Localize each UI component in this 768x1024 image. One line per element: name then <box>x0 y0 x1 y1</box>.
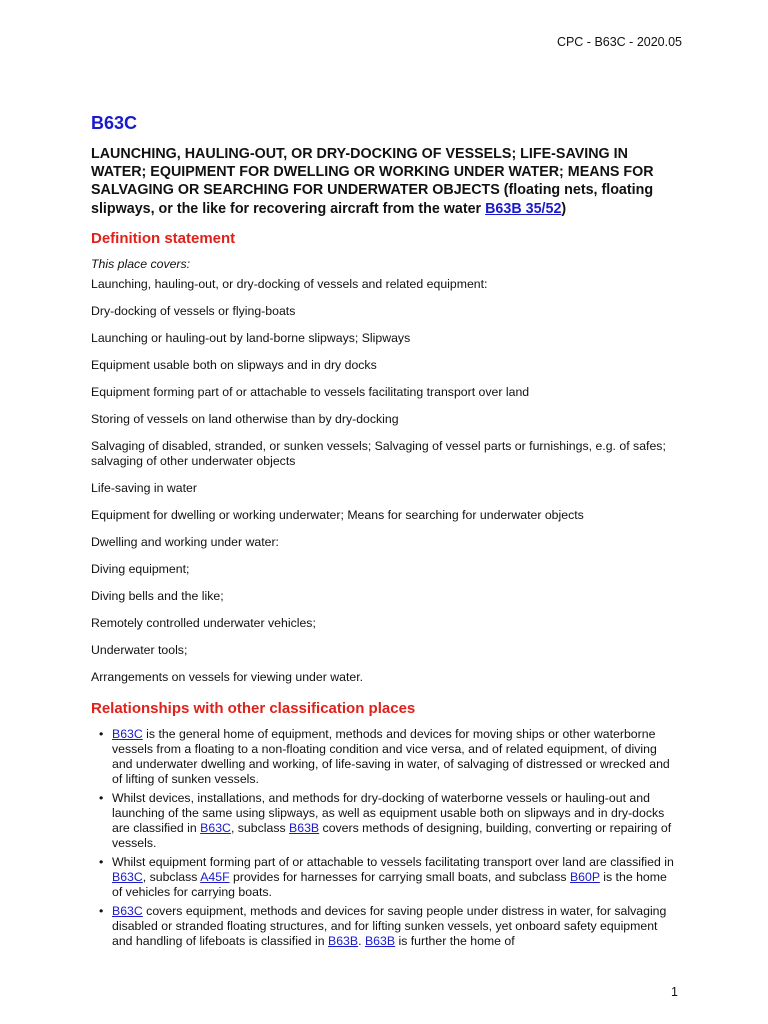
bullet-icon: • <box>99 790 104 805</box>
definition-item: Launching or hauling-out by land-borne slipways; Slipways <box>91 330 411 345</box>
definition-item: Dry-docking of vessels or flying-boats <box>91 303 296 318</box>
class-link-b63c[interactable]: B63C <box>112 869 143 884</box>
relationship-text: Whilst equipment forming part of or attachable to vessels facilitating transport over land are classified in <box>112 854 674 869</box>
definition-item: Dwelling and working under water: <box>91 534 279 549</box>
document-body <box>91 112 677 953</box>
definition-item: Equipment usable both on slipways and in dry docks <box>91 357 377 372</box>
bullet-icon: • <box>99 726 104 741</box>
definition-item: Diving bells and the like; <box>91 588 224 603</box>
definition-item: Launching, hauling-out, or dry-docking of vessels and related equipment: <box>91 276 488 291</box>
link-b63b-35-52[interactable]: B63B 35/52 <box>485 200 562 217</box>
definition-item: Equipment for dwelling or working underwater; Means for searching for underwater objects <box>91 507 584 522</box>
relationship-item <box>91 855 677 900</box>
relationship-text: is the home of vehicles for carrying boats. <box>112 869 667 899</box>
class-code: B63C <box>91 113 138 133</box>
bullet-icon: • <box>99 854 104 869</box>
class-link-b60p[interactable]: B60P <box>569 869 600 884</box>
relationship-text: , subclass <box>230 820 290 835</box>
relationship-item <box>91 727 677 787</box>
class-link-b63b[interactable]: B63B <box>289 820 320 835</box>
definition-item: Arrangements on vessels for viewing under water. <box>91 669 364 684</box>
relationship-text: is the general home of equipment, methods and devices for moving ships or other waterborne vessels from a floating to a non-floating condition and vice versa, and of related equipment, of diving and underwater dwelling and working, of life-saving in water, of salvaging of distressed or wrecked and of lifting of sunken vessels. <box>112 726 670 786</box>
class-link-b63c[interactable]: B63C <box>112 903 143 918</box>
definition-list <box>91 277 677 685</box>
relationships-list <box>91 727 677 949</box>
definition-item: Diving equipment; <box>91 561 190 576</box>
class-title-text: LAUNCHING, HAULING-OUT, OR DRY-DOCKING OF VESSELS; LIFE-SAVING IN WATER; EQUIPMENT FOR DWELLING OR WORKING UNDER WATER; MEANS FOR SALVAGING OR SEARCHING FOR UNDERWATER OBJECTS (floating nets, floating slipways, or the like for recovering aircraft from the water <box>91 146 654 217</box>
definition-intro: This place covers: <box>91 256 191 271</box>
relationship-text: . <box>358 933 365 948</box>
relationship-text: , subclass <box>142 869 201 884</box>
definition-item: Underwater tools; <box>91 642 188 657</box>
page-number: 1 <box>671 985 678 999</box>
bullet-icon: • <box>99 903 104 918</box>
relationship-item <box>91 791 677 851</box>
definition-item: Salvaging of disabled, stranded, or sunken vessels; Salvaging of vessel parts or furnishings, e.g. of safes; salvaging of other underwater objects <box>91 438 666 468</box>
class-link-a45f[interactable]: A45F <box>200 869 230 884</box>
relationship-text: Whilst devices, installations, and methods for dry-docking of waterborne vessels or hauling-out and launching of the same using slipways, as well as equipment usable both on slipways and in dry-docks are classified in <box>112 790 665 835</box>
definition-item: Storing of vessels on land otherwise than by dry-docking <box>91 411 399 426</box>
class-link-b63c[interactable]: B63C <box>200 820 231 835</box>
definition-item: Remotely controlled underwater vehicles; <box>91 615 316 630</box>
class-link-b63c[interactable]: B63C <box>112 726 143 741</box>
definition-item: Life-saving in water <box>91 480 197 495</box>
class-link-b63b[interactable]: B63B <box>328 933 359 948</box>
relationships-heading: Relationships with other classification places <box>91 699 416 717</box>
relationship-text: covers equipment, methods and devices for saving people under distress in water, for salvaging disabled or stranded floating structures, and for lifting sunken vessels, yet onboard safety equipment and handling of lifeboats is classified in <box>112 903 667 948</box>
definition-heading: Definition statement <box>91 229 236 247</box>
definition-item: Equipment forming part of or attachable to vessels facilitating transport over land <box>91 384 530 399</box>
header-reference: CPC - B63C - 2020.05 <box>556 35 682 49</box>
relationship-text: covers methods of designing, building, converting or repairing of vessels. <box>112 820 672 850</box>
class-link-b63b[interactable]: B63B <box>364 933 396 948</box>
class-title <box>91 145 677 218</box>
relationship-item <box>91 904 677 949</box>
relationship-text: provides for harnesses for carrying small boats, and subclass <box>229 869 570 884</box>
relationship-text: is further the home of <box>395 933 515 948</box>
class-title-close: ) <box>561 200 567 217</box>
